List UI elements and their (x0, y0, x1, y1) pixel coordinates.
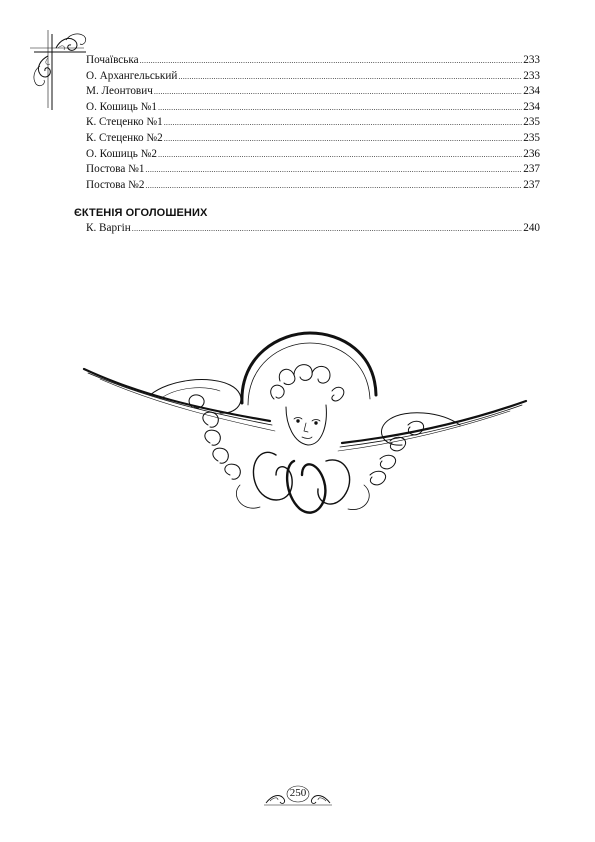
toc-entry-title: Постова №1 (86, 163, 145, 176)
toc-entry[interactable] (74, 178, 540, 194)
toc-entry[interactable] (74, 100, 540, 116)
toc-entry-title: К. Стеценко №1 (86, 116, 163, 129)
toc-dot-leader (178, 69, 522, 85)
toc-entry-page: 240 (523, 222, 540, 234)
toc-entry-title: К. Стеценко №2 (86, 131, 163, 144)
table-of-contents (74, 53, 540, 193)
toc-entry-page: 235 (523, 116, 540, 129)
toc-dot-leader (132, 221, 522, 237)
toc-dot-leader (164, 131, 523, 147)
page-footer (262, 783, 334, 809)
toc-entry-title: О. Кошиць №1 (86, 100, 157, 113)
toc-entry-page: 237 (523, 178, 540, 191)
toc-entry[interactable] (74, 162, 540, 178)
toc-entry-title: Постова №2 (86, 178, 145, 191)
toc-entry-page: 233 (523, 54, 540, 66)
toc-entry-page: 235 (523, 131, 540, 144)
toc-entry[interactable] (74, 115, 540, 131)
toc-entry-title: К. Варгін (86, 222, 131, 234)
toc-entry-title: О. Архангельський (86, 69, 178, 82)
winged-cherub-illustration (80, 325, 530, 525)
toc-entry-page: 234 (523, 85, 540, 98)
toc-dot-leader (145, 178, 522, 194)
toc-entry[interactable] (74, 53, 540, 69)
toc-entry-title: О. Кошиць №2 (86, 147, 157, 160)
toc-entry[interactable] (74, 147, 540, 163)
toc-entry[interactable] (74, 131, 540, 147)
page-number: 250 (289, 787, 307, 799)
toc-dot-leader (164, 115, 523, 131)
toc-entry-page: 233 (523, 69, 540, 82)
toc-entry[interactable] (74, 84, 540, 100)
section-heading: ЄКТЕНІЯ ОГОЛОШЕНИХ (74, 207, 208, 219)
toc-entry-page: 236 (523, 147, 540, 160)
toc-dot-leader (140, 53, 523, 69)
section-toc (74, 221, 540, 237)
toc-entry[interactable] (74, 69, 540, 85)
toc-dot-leader (158, 100, 522, 116)
toc-dot-leader (154, 84, 522, 100)
toc-entry-title: М. Леонтович (86, 85, 153, 98)
toc-dot-leader (158, 147, 522, 163)
toc-entry[interactable] (74, 221, 540, 237)
toc-entry-page: 234 (523, 100, 540, 113)
toc-entry-page: 237 (523, 163, 540, 176)
toc-dot-leader (145, 162, 522, 178)
toc-entry-title: Почаївська (86, 54, 139, 66)
